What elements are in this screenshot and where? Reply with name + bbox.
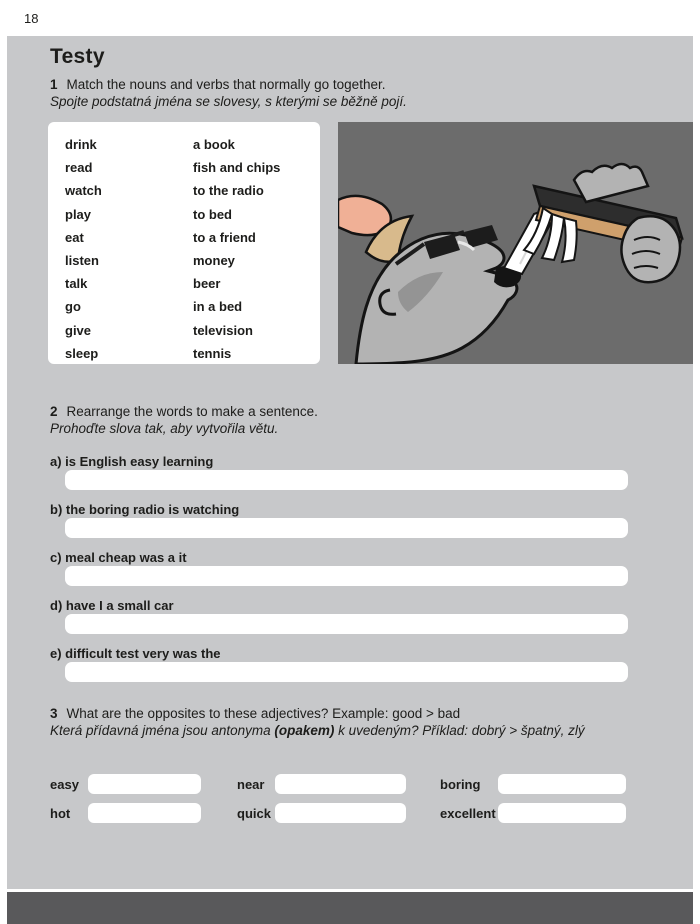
match-row [65, 226, 320, 249]
exercise3-number: 3 [50, 706, 58, 721]
match-row [65, 342, 320, 365]
match-row [65, 156, 320, 179]
sentence-prompt-d: d) have I a small car [50, 598, 174, 613]
opposite-field-quick[interactable] [275, 803, 406, 823]
opposite-field-easy[interactable] [88, 774, 201, 794]
answer-field-a[interactable] [65, 470, 628, 490]
sentence-prompt-b: b) the boring radio is watching [50, 502, 240, 517]
adjective-excellent: excellent [440, 806, 496, 821]
exercise3-instruction [50, 706, 460, 721]
exercise1-instruction-en: Match the nouns and verbs that normally go together. [66, 77, 386, 92]
adjective-near: near [237, 777, 265, 792]
noun-item: beer [193, 276, 221, 292]
match-row [65, 179, 320, 202]
opposite-field-boring[interactable] [498, 774, 626, 794]
noun-item: tennis [193, 345, 232, 361]
verb-item: listen [65, 253, 99, 269]
match-row [65, 319, 320, 342]
page-title: Testy [50, 45, 105, 68]
exercise3-instruction-cs-bold: (opakem) [274, 723, 335, 738]
opposite-field-hot[interactable] [88, 803, 201, 823]
verb-item: read [65, 160, 93, 176]
exercise1-number: 1 [50, 77, 58, 92]
noun-item: to the radio [193, 183, 264, 199]
noun-item: a book [193, 137, 235, 152]
book-drinking-cartoon [338, 122, 693, 364]
noun-item: to a friend [193, 229, 256, 245]
exercise3-instruction-en: What are the opposites to these adjectives? Example: good > bad [66, 706, 461, 721]
footer-bar [7, 892, 693, 924]
matching-box [48, 122, 320, 364]
verb-item: give [65, 322, 92, 338]
exercise2-number: 2 [50, 404, 58, 419]
verb-item: talk [65, 276, 88, 292]
page-number: 18 [24, 11, 39, 26]
opposite-field-near[interactable] [275, 774, 406, 794]
answer-field-d[interactable] [65, 614, 628, 634]
noun-item: television [193, 322, 253, 338]
exercise1-instruction [50, 77, 385, 92]
sentence-prompt-c: c) meal cheap was a it [50, 550, 187, 565]
match-row [65, 203, 320, 226]
adjective-easy: easy [50, 777, 79, 792]
sentence-prompt-e: e) difficult test very was the [50, 646, 221, 661]
sentence-prompt-a: a) is English easy learning [50, 454, 214, 469]
noun-item: money [193, 253, 235, 269]
adjective-boring: boring [440, 777, 481, 792]
exercise3-instruction-cs-prefix: Která přídavná jména jsou antonyma [50, 723, 275, 738]
adjective-hot: hot [50, 806, 71, 821]
match-row [65, 295, 320, 318]
exercise3-instruction-cs [50, 723, 585, 738]
noun-item: fish and chips [193, 160, 281, 176]
verb-item: go [65, 299, 81, 315]
content-panel [7, 36, 693, 889]
answer-field-b[interactable] [65, 518, 628, 538]
adjective-quick: quick [237, 806, 271, 821]
exercise2-instruction-en: Rearrange the words to make a sentence. [66, 404, 318, 419]
answer-field-c[interactable] [65, 566, 628, 586]
verb-item: eat [65, 229, 84, 245]
opposite-field-excellent[interactable] [498, 803, 626, 823]
illustration-man-drinking-from-book [338, 122, 693, 364]
noun-item: in a bed [193, 299, 243, 315]
verb-item: sleep [65, 345, 99, 361]
exercise1-instruction-cs: Spojte podstatná jména se slovesy, s kterými se běžně pojí. [50, 94, 407, 109]
verb-item: drink [65, 137, 97, 152]
noun-item: to bed [193, 206, 232, 222]
verb-item: play [65, 206, 92, 222]
match-row [65, 249, 320, 272]
match-row [65, 133, 320, 156]
exercise2-instruction-cs: Prohoďte slova tak, aby vytvořila větu. [50, 421, 279, 436]
answer-field-e[interactable] [65, 662, 628, 682]
match-row [65, 272, 320, 295]
exercise3-instruction-cs-suffix: k uvedeným? Příklad: dobrý > špatný, zlý [334, 723, 585, 738]
exercise2-instruction [50, 404, 318, 419]
verb-item: watch [65, 183, 102, 199]
